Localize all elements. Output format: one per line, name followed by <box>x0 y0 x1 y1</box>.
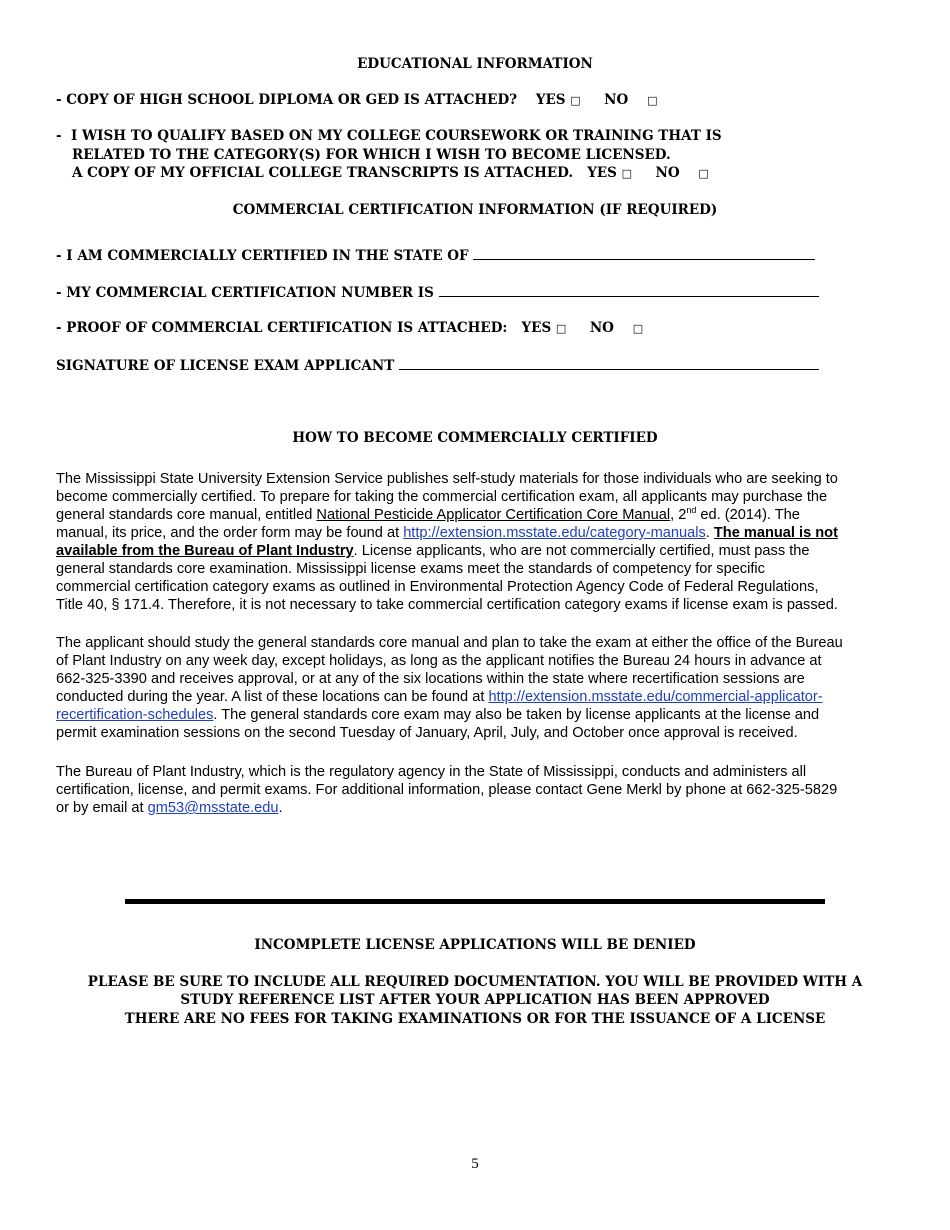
p2-line-5b: . The general standards core exam may also be taken by license applicants at the license and <box>213 707 820 723</box>
category-manuals-link[interactable]: http://extension.msstate.edu/category-manuals <box>403 525 706 541</box>
certified-state-field[interactable] <box>473 247 815 260</box>
certification-number-label: - MY COMMERCIAL CERTIFICATION NUMBER IS <box>56 285 434 301</box>
contact-email-link[interactable]: gm53@msstate.edu <box>147 800 279 816</box>
diploma-yes-checkbox[interactable]: □ <box>570 94 581 107</box>
transcripts-no-checkbox[interactable]: □ <box>698 167 709 180</box>
no-fees-notice: THERE ARE NO FEES FOR TAKING EXAMINATIONS OR FOR THE ISSUANCE OF A LICENSE <box>124 1011 826 1027</box>
paragraph-2 <box>56 634 896 742</box>
proof-no-label: NO <box>589 320 614 336</box>
documentation-notice-line-1: PLEASE BE SURE TO INCLUDE ALL REQUIRED DOCUMENTATION. YOU WILL BE PROVIDED WITH A <box>87 974 863 990</box>
p2-line-4 <box>56 688 896 706</box>
proof-label: - PROOF OF COMMERCIAL CERTIFICATION IS ATTACHED: <box>56 320 508 336</box>
certified-state-label: - I AM COMMERCIALLY CERTIFIED IN THE STATE OF <box>56 248 469 264</box>
p1-line-3c: ed. (2014). The <box>696 507 800 523</box>
transcripts-yes-checkbox[interactable]: □ <box>621 167 632 180</box>
p1-line-3b: , 2 <box>670 507 687 523</box>
section-divider <box>125 899 825 904</box>
certification-number-field[interactable] <box>439 284 819 297</box>
recertification-schedules-link-2[interactable]: recertification-schedules <box>56 707 214 723</box>
p2-line-4a: conducted during the year. A list of these locations can be found at <box>56 689 489 705</box>
p1-line-5 <box>56 542 896 560</box>
p2-line-2: of Plant Industry on any week day, except holidays, as long as the applicant notifies the Bureau 24 hours in advance at <box>56 653 822 669</box>
educational-information-heading: EDUCATIONAL INFORMATION <box>357 56 593 72</box>
p3-line-2: certification, license, and permit exams. For additional information, please contact Gene Merkl by phone at 662-325-5829 <box>56 782 838 798</box>
p1-line-4a: manual, its price, and the order form may be found at <box>56 525 404 541</box>
college-question-line-3 <box>72 165 709 181</box>
diploma-question <box>56 92 658 108</box>
certification-number-question <box>56 284 819 301</box>
signature-field[interactable] <box>399 357 819 370</box>
college-question-line-2: RELATED TO THE CATEGORY(S) FOR WHICH I WISH TO BECOME LICENSED. <box>72 147 671 163</box>
college-question-line-1: - I WISH TO QUALIFY BASED ON MY COLLEGE COURSEWORK OR TRAINING THAT IS <box>56 128 722 144</box>
p2-line-1: The applicant should study the general standards core manual and plan to take the exam at either the office of the Bureau <box>56 635 843 651</box>
p1-line-8: Title 40, § 171.4. Therefore, it is not necessary to take commercial certification category exams if license exam is passed. <box>56 597 838 613</box>
certified-state-question <box>56 247 815 264</box>
p1-line-3a: general standards core manual, entitled <box>56 507 317 523</box>
p1-line-7: commercial certification category exams as outlined in Environmental Protection Agency Code of Federal Regulations, <box>56 579 819 595</box>
core-manual-title: National Pesticide Applicator Certification Core Manual <box>316 507 671 523</box>
transcripts-question-label: A COPY OF MY OFFICIAL COLLEGE TRANSCRIPTS IS ATTACHED. <box>72 165 574 181</box>
proof-yes-checkbox[interactable]: □ <box>555 322 567 335</box>
p1-line-2: become commercially certified. To prepare for taking the commercial certification exam, all applicants may purchase the <box>56 489 828 505</box>
p2-line-5 <box>56 706 896 724</box>
p1-line-4b: . <box>705 525 714 541</box>
transcripts-yes-label: YES <box>587 165 617 181</box>
proof-yes-label: YES <box>521 320 552 336</box>
diploma-no-checkbox[interactable]: □ <box>647 94 658 107</box>
p3-line-3b: . <box>278 800 283 816</box>
p3-line-1: The Bureau of Plant Industry, which is the regulatory agency in the State of Mississippi, conducts and administers all <box>56 764 807 780</box>
p2-line-3: 662-325-3390 and receives approval, or at any of the six locations within the state where recertification sessions are <box>56 671 805 687</box>
proof-no-checkbox[interactable]: □ <box>632 322 644 335</box>
page-number: 5 <box>471 1156 479 1172</box>
signature-label: SIGNATURE OF LICENSE EXAM APPLICANT <box>56 358 395 374</box>
p1-line-5b: . License applicants, who are not commercially certified, must pass the <box>353 543 810 559</box>
p1-line-6: general standards core examination. Mississippi license exams meet the standards of competency for specific <box>56 561 765 577</box>
manual-not-available-notice-1: The manual is not <box>713 525 838 541</box>
manual-not-available-notice-2: available from the Bureau of Plant Industry <box>56 543 354 559</box>
paragraph-3 <box>56 763 896 817</box>
diploma-no-label: NO <box>604 92 629 108</box>
p1-line-1: The Mississippi State University Extension Service publishes self-study materials for those individuals who are seeking to <box>56 471 838 487</box>
commercial-certification-heading: COMMERCIAL CERTIFICATION INFORMATION (IF REQUIRED) <box>232 202 718 218</box>
p1-line-4 <box>56 524 896 542</box>
signature-line <box>56 357 819 374</box>
p3-line-3 <box>56 799 896 817</box>
transcripts-no-label: NO <box>655 165 680 181</box>
edition-superscript: nd <box>686 505 697 515</box>
how-to-certify-heading: HOW TO BECOME COMMERCIALLY CERTIFIED <box>292 430 658 446</box>
recertification-schedules-link-1[interactable]: http://extension.msstate.edu/commercial-applicator- <box>488 689 823 705</box>
p1-line-3 <box>56 506 896 524</box>
p2-line-6: permit examination sessions on the second Tuesday of January, April, July, and October once approval is received. <box>56 725 798 741</box>
documentation-notice-line-2: STUDY REFERENCE LIST AFTER YOUR APPLICATION HAS BEEN APPROVED <box>180 992 770 1008</box>
incomplete-applications-notice: INCOMPLETE LICENSE APPLICATIONS WILL BE DENIED <box>254 937 696 953</box>
p3-line-3a: or by email at <box>56 800 148 816</box>
diploma-question-label: - COPY OF HIGH SCHOOL DIPLOMA OR GED IS ATTACHED? <box>56 92 518 108</box>
diploma-yes-label: YES <box>535 92 566 108</box>
paragraph-1 <box>56 470 896 614</box>
proof-question <box>56 320 643 336</box>
